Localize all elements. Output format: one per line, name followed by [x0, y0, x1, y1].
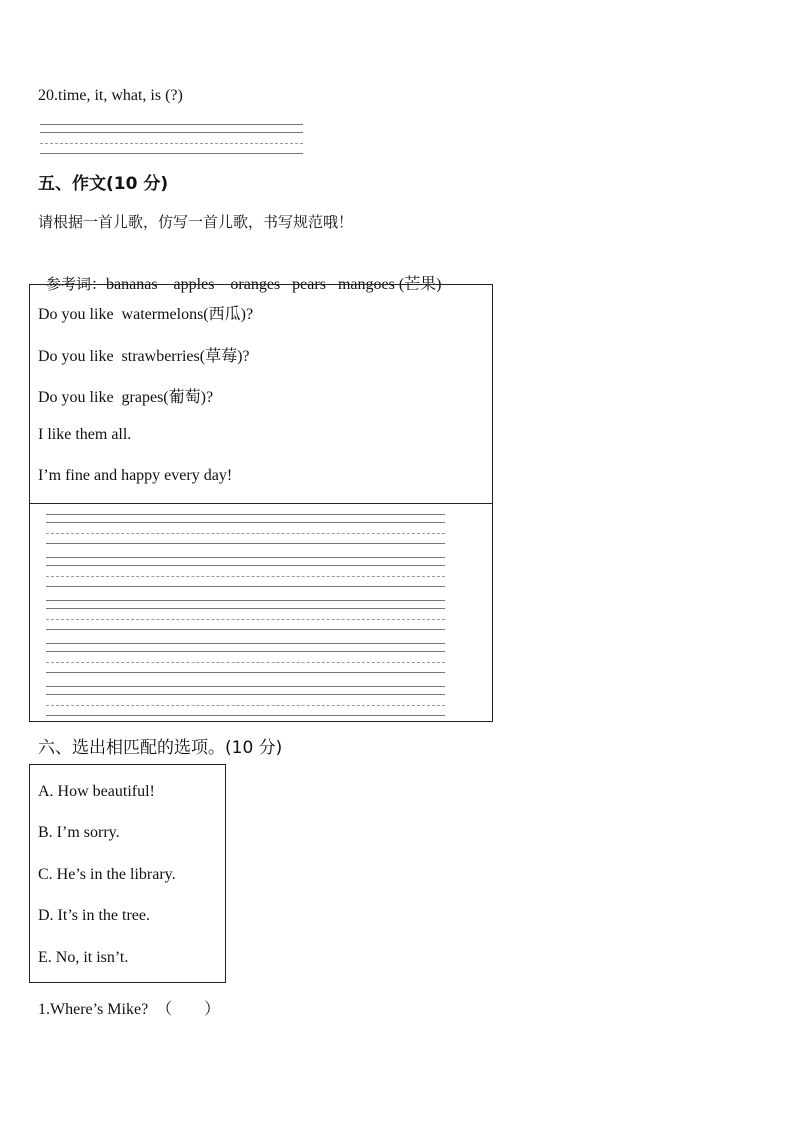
poem-line: Do you like watermelons(西瓜)? [38, 306, 254, 323]
option-item: C. He’s in the library. [38, 866, 176, 883]
option-item: A. How beautiful! [38, 783, 155, 800]
writing-lines[interactable] [46, 643, 445, 673]
section-5-instruction: 请根据一首儿歌，仿写一首儿歌，书写规范哦！ [38, 213, 354, 231]
poem-line: I like them all. [38, 426, 132, 443]
poem-box [29, 284, 493, 504]
question-1[interactable]: 1.Where’s Mike? （ ） [38, 1001, 221, 1018]
writing-lines[interactable] [46, 686, 445, 716]
poem-line: Do you like strawberries(草莓)? [38, 348, 250, 365]
poem-line: I’m fine and happy every day! [38, 467, 233, 484]
poem-line: Do you like grapes(葡萄)? [38, 389, 214, 406]
question-20: 20.time, it, what, is (?) [38, 87, 183, 104]
writing-lines[interactable] [46, 514, 445, 544]
reference-words: bananas apples oranges pears mangoes (芒果) [106, 276, 442, 293]
writing-lines[interactable] [46, 600, 445, 630]
options-box [29, 764, 226, 983]
reference-label: 参考词： [46, 275, 107, 293]
section-6-heading: 六、选出相匹配的选项。(10 分) [38, 738, 283, 758]
writing-area-box [29, 503, 493, 722]
writing-lines[interactable] [46, 557, 445, 587]
answer-writing-lines[interactable] [40, 124, 303, 154]
section-5-heading: 五、作文(10 分) [38, 174, 169, 194]
option-item: D. It’s in the tree. [38, 907, 150, 924]
option-item: E. No, it isn’t. [38, 949, 129, 966]
option-item: B. I’m sorry. [38, 824, 120, 841]
